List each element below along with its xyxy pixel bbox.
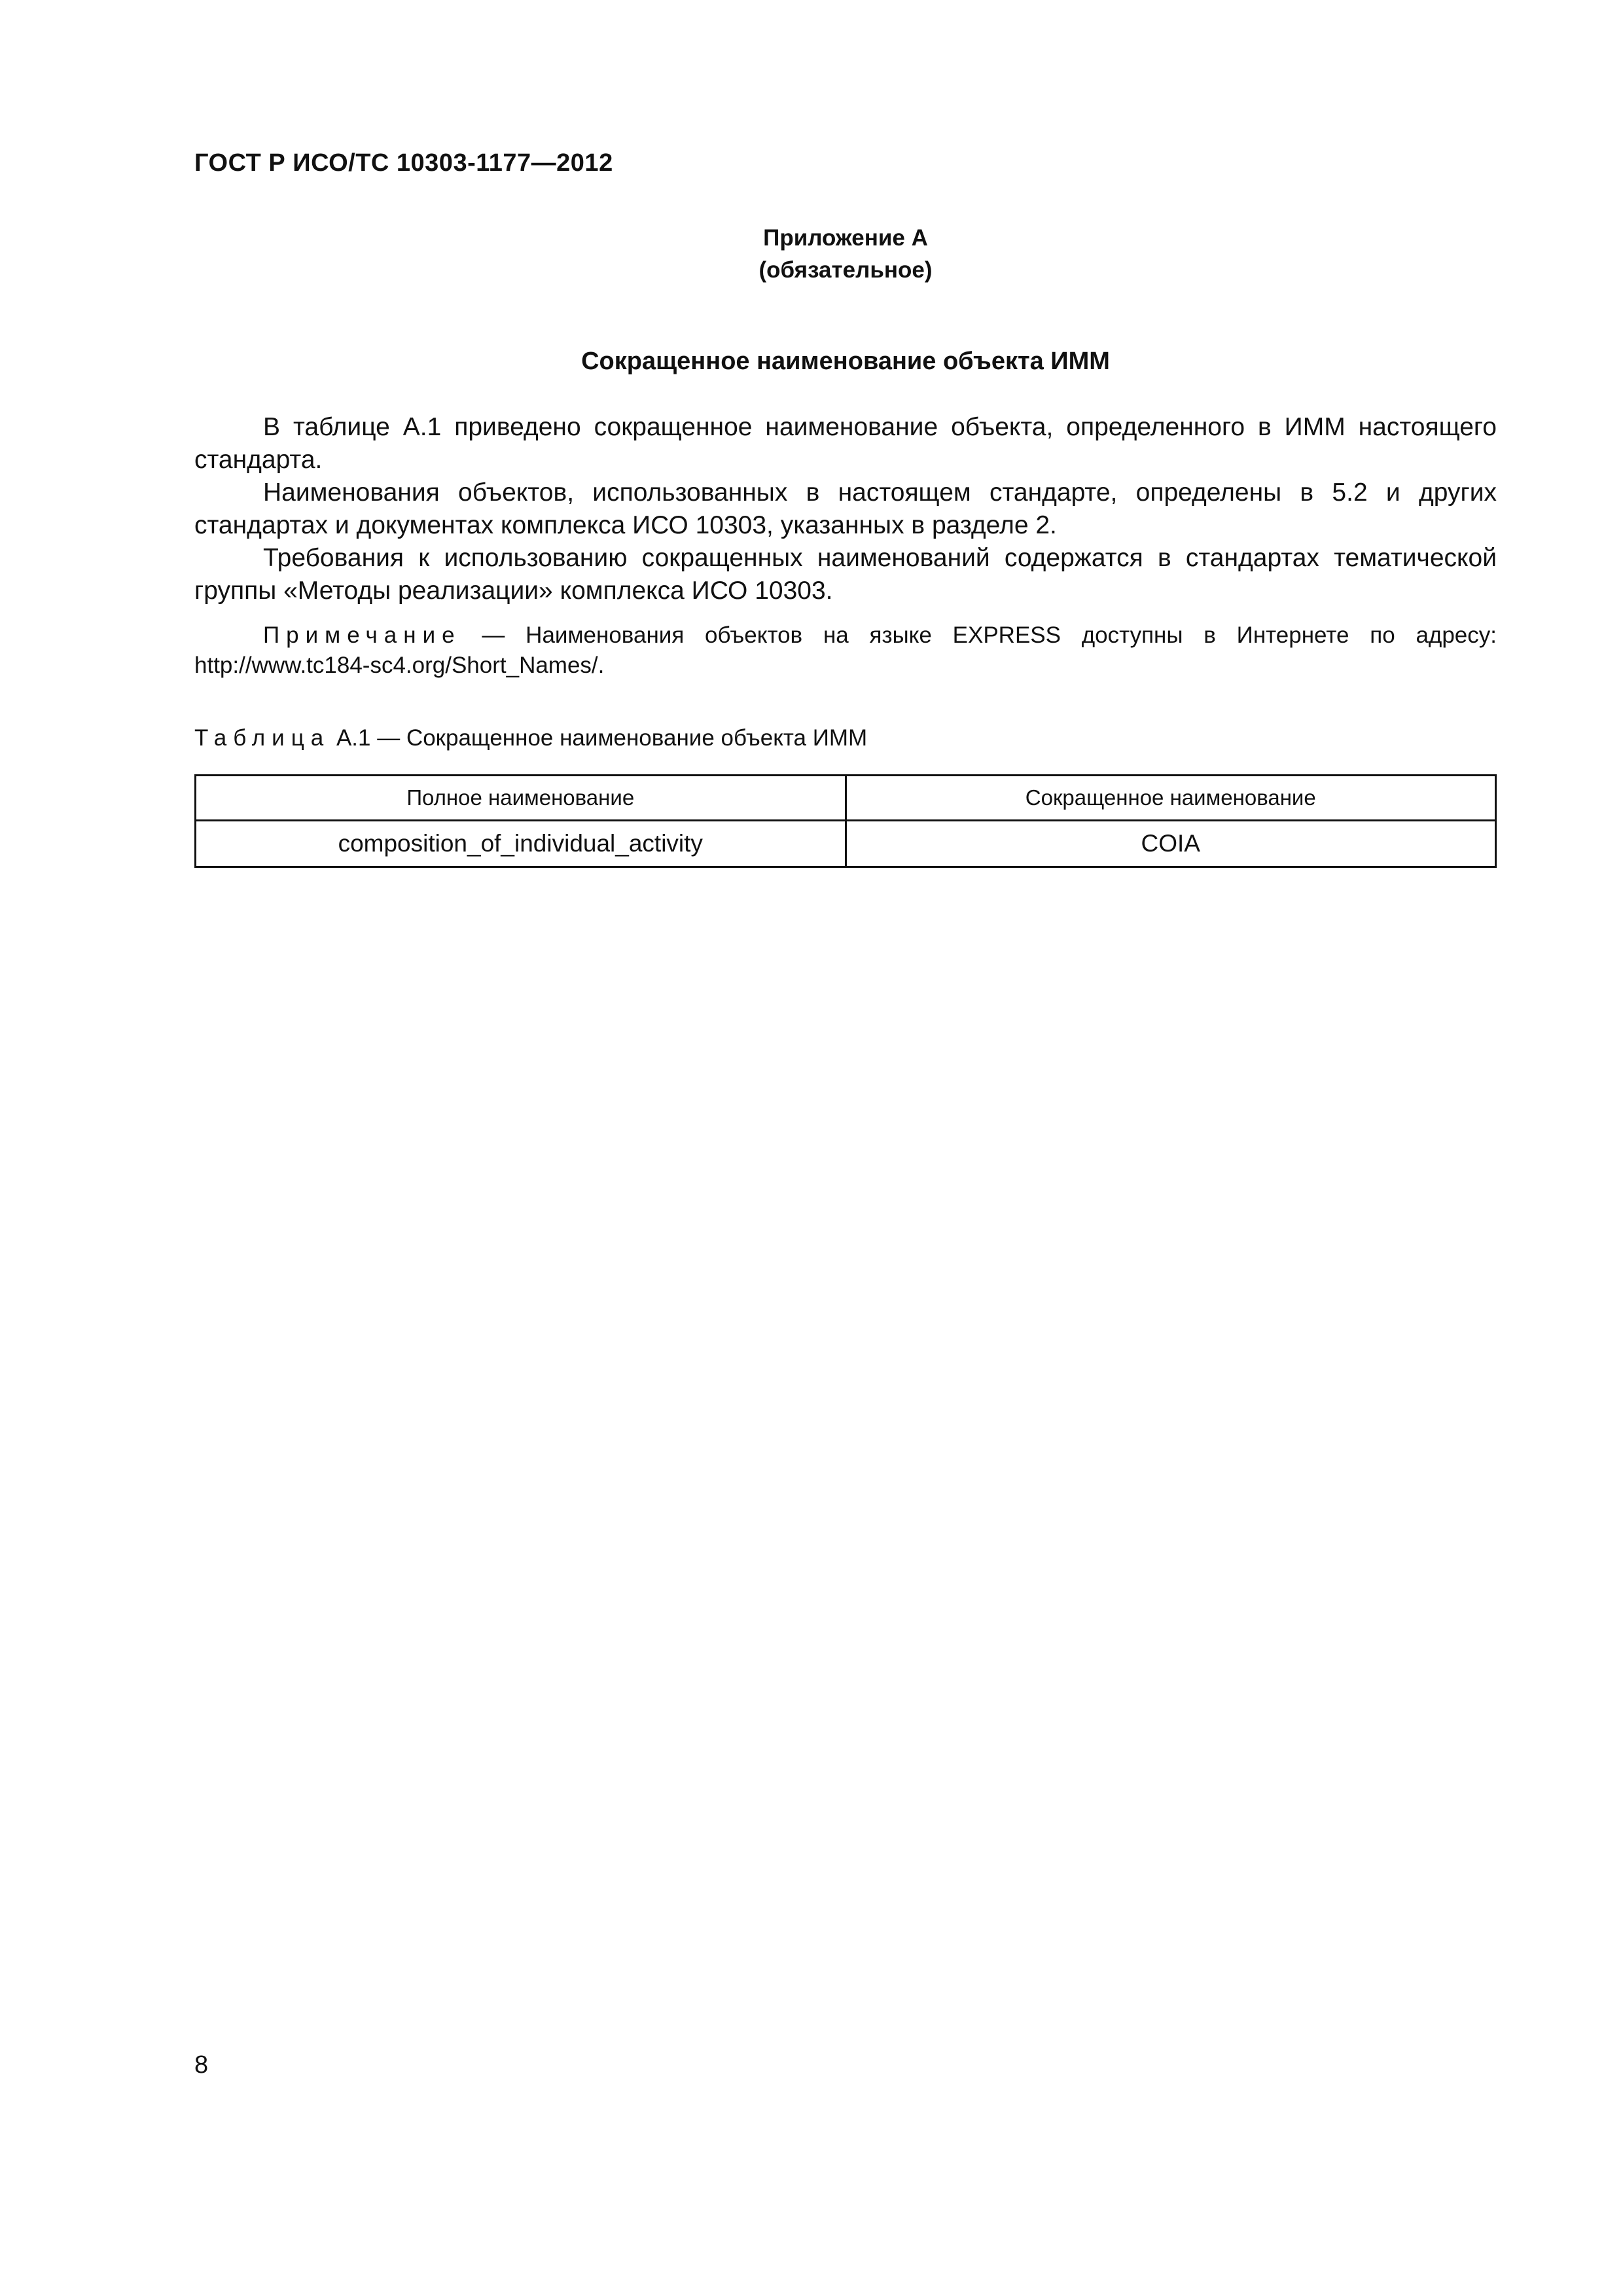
table-cell-full-name: composition_of_individual_activity [196,821,846,867]
page-number: 8 [194,2051,209,2079]
column-header-short-name: Сокращенное наименование [846,776,1496,821]
document-code: ГОСТ Р ИСО/ТС 10303-1177—2012 [194,149,613,177]
table-caption-text: А.1 — Сокращенное наименование объекта ИММ [330,725,868,751]
table-cell-short-name: COIA [846,821,1496,867]
section-title: Сокращенное наименование объекта ИММ [581,348,1110,375]
paragraph: Требования к использованию сокращенных наименований содержатся в стандартах тематической группы «Методы реализации» комплекса ИСО 10303. [194,544,1497,605]
abbreviation-table [194,774,1497,868]
table-caption-label: Таблица [194,725,330,751]
annex-status: (обязательное) [758,257,933,283]
note [194,620,1497,681]
table-header-row [196,776,1496,821]
body-text [194,411,1497,607]
note-label: Примечание [263,622,461,648]
table-row [196,821,1496,867]
paragraph: Наименования объектов, использованных в настоящем стандарте, определены в 5.2 и других стандартах и документах комплекса ИСО 10303, указанных в разделе 2. [194,478,1497,539]
note-text: — Наименования объектов на языке EXPRESS доступны в Интернете по адресу: http://www.tc184-sc4.org/Short_Names/. [194,622,1497,678]
column-header-full-name: Полное наименование [196,776,846,821]
paragraph: В таблице А.1 приведено сокращенное наименование объекта, определенного в ИММ настоящего стандарта. [194,413,1497,474]
table-caption [194,725,867,751]
annex-title: Приложение А [763,225,928,251]
